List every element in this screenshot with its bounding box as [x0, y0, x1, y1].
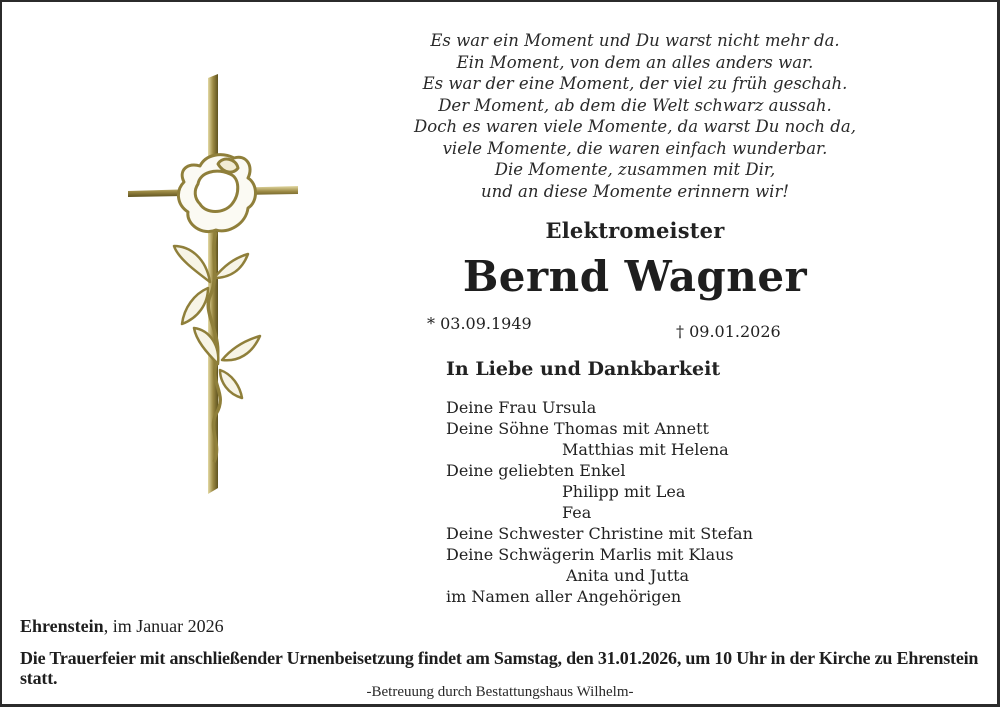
family-line: Deine Frau Ursula [446, 398, 597, 417]
deceased-title: Elektromeister [545, 218, 725, 243]
place-town: Ehrenstein [20, 616, 104, 636]
poem [380, 30, 890, 202]
family-line: Deine Schwester Christine mit Stefan [446, 524, 753, 543]
poem-line: viele Momente, die waren einfach wunderbar. [442, 138, 828, 158]
family-line: Matthias mit Helena [562, 440, 729, 459]
poem-line: Der Moment, ab dem die Welt schwarz aussah. [438, 95, 832, 115]
family-list [446, 397, 753, 607]
deceased-name: Bernd Wagner [462, 252, 808, 301]
place-date [20, 616, 224, 637]
funeral-notice: Die Trauerfeier mit anschließender Urnenbeisetzung findet am Samstag, den 31.01.2026, um 10 Uhr in der Kirche zu Ehrenstein statt. [20, 648, 979, 688]
undertaker-note: -Betreuung durch Bestattungshaus Wilhelm- [366, 684, 634, 700]
poem-line: Ein Moment, von dem an alles anders war. [456, 52, 814, 72]
place-date-text: , im Januar 2026 [103, 616, 224, 636]
family-line: Deine geliebten Enkel [446, 461, 626, 480]
family-line: im Namen aller Angehörigen [446, 587, 682, 606]
family-line: Deine Söhne Thomas mit Annett [446, 419, 709, 438]
poem-line: Es war der eine Moment, der viel zu früh geschah. [422, 74, 848, 93]
family-line: Philipp mit Lea [562, 482, 686, 501]
poem-line: Doch es waren viele Momente, da warst Du noch da, [414, 117, 856, 136]
death-date: † 09.01.2026 [676, 322, 781, 341]
dedication-heading: In Liebe und Dankbarkeit [446, 358, 721, 380]
poem-line: und an diese Momente erinnern wir! [481, 181, 789, 201]
birth-date: * 03.09.1949 [427, 314, 532, 333]
cross-with-rose-icon [124, 74, 304, 498]
poem-line: Die Momente, zusammen mit Dir, [494, 160, 776, 179]
family-line: Deine Schwägerin Marlis mit Klaus [446, 545, 734, 564]
family-line: Anita und Jutta [566, 566, 690, 585]
poem-line: Es war ein Moment und Du warst nicht mehr da. [430, 31, 840, 50]
family-line: Fea [562, 503, 592, 522]
